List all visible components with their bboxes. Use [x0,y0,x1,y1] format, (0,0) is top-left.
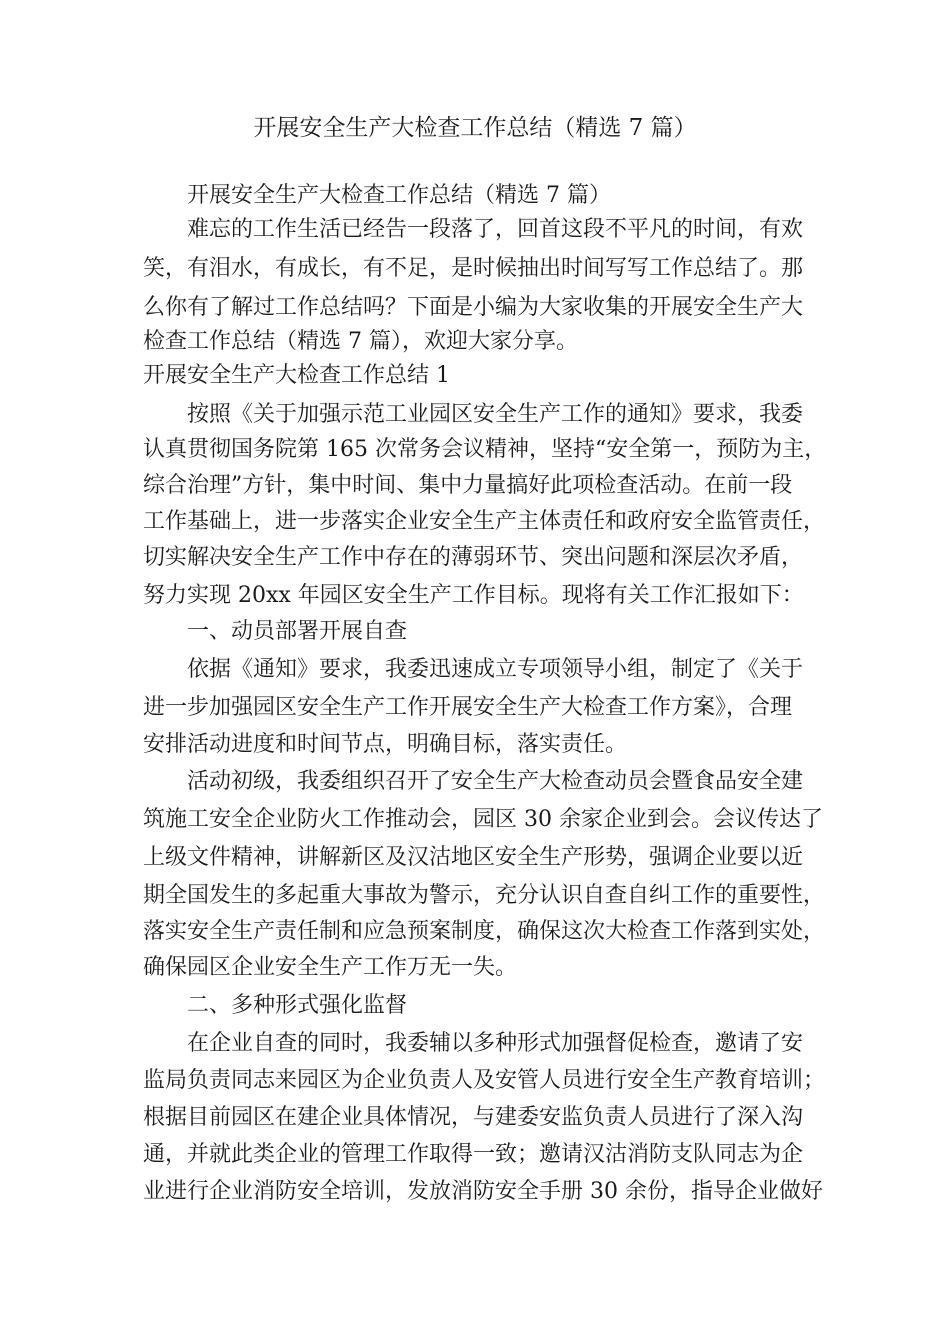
paragraph-line: 安排活动进度和时间节点，明确目标，落实责任。 [143,732,628,757]
paragraph-line: 在企业自查的同时，我委辅以多种形式加强督促检查，邀请了安 [187,1031,804,1056]
paragraph-line: 通，并就此类企业的管理工作取得一致；邀请汉沽消防支队同志为企 [143,1142,804,1167]
paragraph-line: 切实解决安全生产工作中存在的薄弱环节、突出问题和深层次矛盾， [143,545,804,570]
paragraph-line: 认真贯彻国务院第 165 次常务会议精神，坚持“安全第一，预防为主， [143,437,827,462]
section-heading: 开展安全生产大检查工作总结 1 [143,363,450,388]
paragraph-line: 按照《关于加强示范工业园区安全生产工作的通知》要求，我委 [187,402,804,427]
paragraph-line: 难忘的工作生活已经告一段落了，回首这段不平凡的时间，有欢 [187,217,804,242]
paragraph-line: 筑施工安全企业防火工作推动会，园区 30 余家企业到会。会议传达了 [143,807,823,832]
paragraph-line: 监局负责同志来园区为企业负责人及安管人员进行安全生产教育培训； [143,1068,826,1093]
paragraph-line: 么你有了解过工作总结吗？下面是小编为大家收集的开展安全生产大 [143,295,804,320]
paragraph-line: 期全国发生的多起重大事故为警示，充分认识自查自纠工作的重要性， [143,883,826,908]
subsection-heading: 一、动员部署开展自查 [187,619,408,644]
paragraph-line: 落实安全生产责任制和应急预案制度，确保这次大检查工作落到实处， [143,919,826,944]
paragraph-line: 依据《通知》要求，我委迅速成立专项领导小组，制定了《关于 [187,657,804,682]
paragraph-line: 进一步加强园区安全生产工作开展安全生产大检查工作方案》，合理 [143,695,793,720]
paragraph-line: 业进行企业消防安全培训，发放消防安全手册 30 余份，指导企业做好 [143,1179,823,1204]
document-title: 开展安全生产大检查工作总结（精选 7 篇） [253,115,697,141]
paragraph-line: 根据目前园区在建企业具体情况，与建委安监负责人员进行了深入沟 [143,1105,804,1130]
paragraph-line: 综合治理”方针，集中时间、集中力量搞好此项检查活动。在前一段 [143,473,793,498]
subsection-heading: 二、多种形式强化监督 [187,993,408,1018]
paragraph-line: 活动初级，我委组织召开了安全生产大检查动员会暨食品安全建 [187,769,804,794]
paragraph-line: 检查工作总结（精选 7 篇），欢迎大家分享。 [143,329,578,354]
paragraph-line: 工作基础上，进一步落实企业安全生产主体责任和政府安全监管责任， [143,509,826,534]
paragraph-line: 努力实现 20xx 年园区安全生产工作目标。现将有关工作汇报如下： [143,583,804,608]
paragraph-line: 笑，有泪水，有成长，有不足，是时候抽出时间写写工作总结了。那 [143,256,804,281]
paragraph-line: 上级文件精神，讲解新区及汉沽地区安全生产形势，强调企业要以近 [143,845,804,870]
paragraph-line: 确保园区企业安全生产工作万无一失。 [143,955,518,980]
subtitle-line: 开展安全生产大检查工作总结（精选 7 篇） [187,183,611,208]
